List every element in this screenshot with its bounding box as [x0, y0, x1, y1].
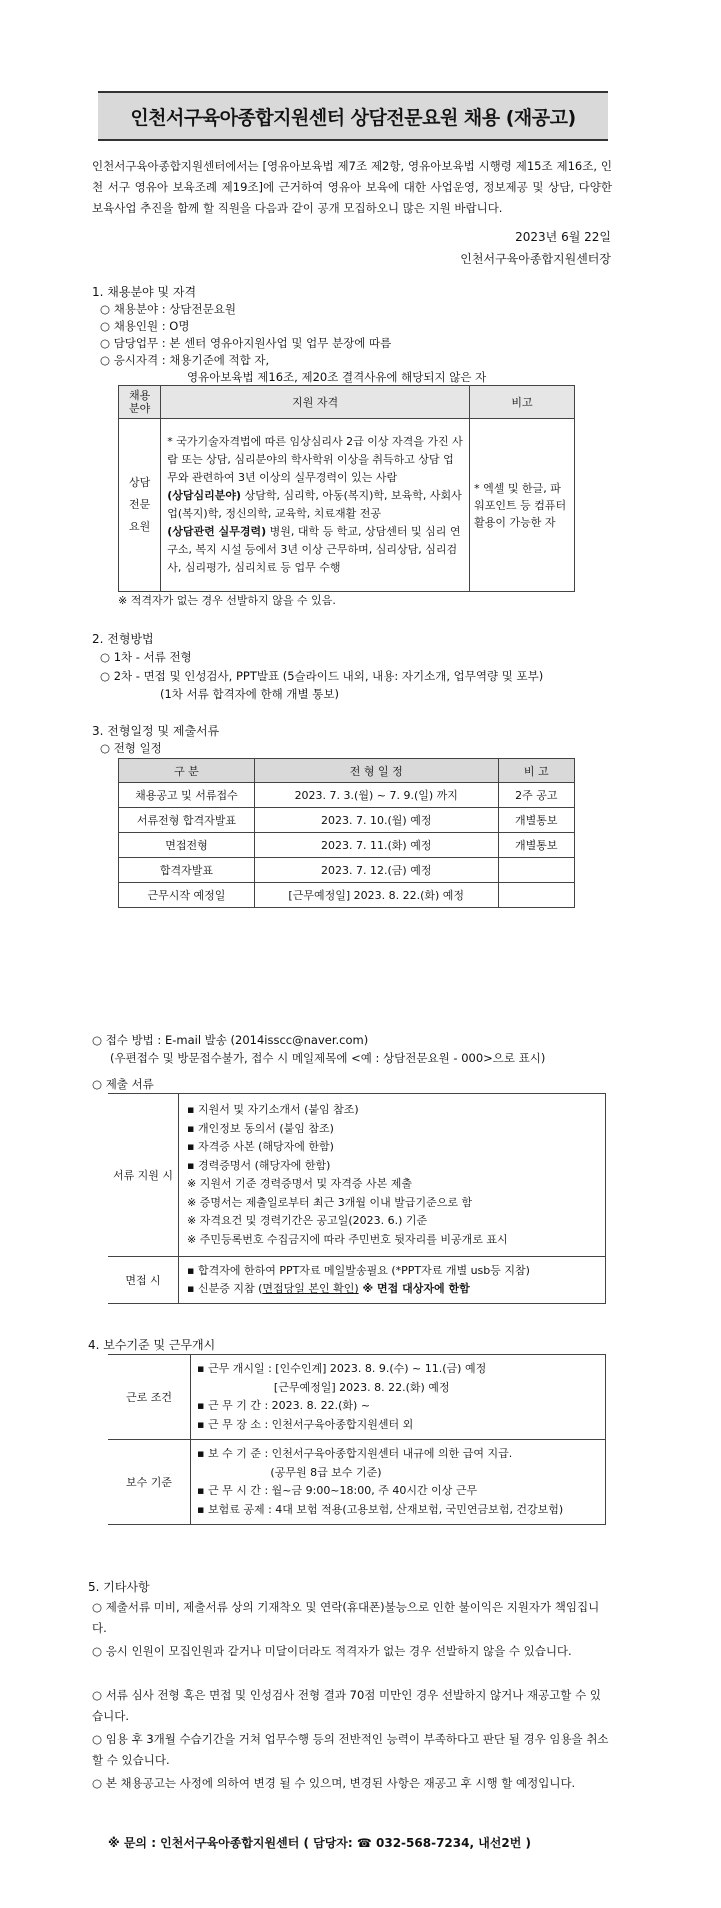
table-row: 채용공고 및 서류접수 2023. 7. 3.(월) ~ 7. 9.(일) 까지 2주 공고 — [119, 783, 575, 808]
col-field: 채용 분야 — [119, 386, 161, 419]
list-item: ▪ 근 무 장 소 : 인천서구육아종합지원센터 외 — [197, 1417, 414, 1431]
list-item: ▪ 경력증명서 (해당자에 한함) — [187, 1158, 331, 1172]
interview-cell — [179, 1257, 606, 1304]
docs-list — [187, 1101, 597, 1249]
section1-heading: 1. 채용분야 및 자격 — [92, 285, 197, 299]
notice-date: 2023년 6월 22일 — [515, 230, 611, 244]
page-title: 인천서구육아종합지원센터 상담전문요원 채용 (재공고) — [130, 106, 576, 129]
list-item: ▪ 근무 개시일 : [인수인계] 2023. 8. 9.(수) ~ 11.(금) 예정 — [197, 1362, 487, 1375]
cond-label: 근로 조건 — [108, 1355, 191, 1440]
stage1: ○ 1차 - 서류 전형 — [100, 650, 192, 664]
list-item: ▪ 근 무 시 간 : 월~금 9:00~18:00, 주 40시간 이상 근무 — [197, 1484, 478, 1497]
cond-list — [197, 1360, 599, 1434]
pay-list — [197, 1445, 599, 1519]
qual-cell — [161, 419, 470, 592]
contact-info: ※ 문의 : 인천서구육아종합지원센터 ( 담당자: ☎ 032-568-7234, 내선2번 ) — [108, 1836, 531, 1850]
schedule-col-type: 구 분 — [119, 759, 255, 783]
misc-item: ○ 임용 후 3개월 수습기간을 거쳐 업무수행 등의 전반적인 능력이 부족하다고 판단 될 경우 임용을 취소할 수 있습니다. — [92, 1732, 609, 1767]
section5-heading: 5. 기타사항 — [88, 1580, 150, 1594]
footnote-no-candidate: ※ 적격자가 없는 경우 선발하지 않을 수 있음. — [118, 594, 336, 607]
schedule-col-date: 전 형 일 정 — [254, 759, 498, 783]
list-item: ※ 자격요건 및 경력기간은 공고일(2023. 6.) 기준 — [187, 1214, 428, 1227]
recruit-qual-2: 영유아보육법 제16조, 제20조 결격사유에 해당되지 않은 자 — [187, 370, 487, 384]
stage2: ○ 2차 - 면접 및 인성검사, PPT발표 (5슬라이드 내외, 내용: 자기소개, 업무역량 및 포부) — [100, 669, 544, 683]
interview-label: 면접 시 — [108, 1257, 179, 1304]
interview-list — [187, 1262, 597, 1299]
qual-major: (상담심리분야) 상담학, 심리학, 아동(복지)학, 보육학, 사회사업(복지)학, 정신의학, 교육학, 치료재활 전공 — [167, 489, 462, 520]
list-item: ▪ 보 수 기 준 : 인천서구육아종합지원센터 내규에 의한 급여 지급. — [197, 1447, 513, 1460]
list-item: ※ 증명서는 제출일로부터 최근 3개월 이내 발급기준으로 함 — [187, 1195, 473, 1209]
recruit-field: ○ 채용분야 : 상담전문요원 — [100, 302, 236, 316]
title-box — [98, 91, 608, 141]
docs-list-cell — [179, 1094, 606, 1257]
recruit-qual-1: ○ 응시자격 : 채용기준에 적합 자, — [100, 353, 270, 367]
list-item: [근무예정일] 2023. 8. 22.(화) 예정 — [197, 1380, 450, 1394]
intro-paragraph: 인천서구육아종합지원센터에서는 [영유아보육법 제7조 제2항, 영유아보육법 시행령 제15조 제16조, 인천 서구 영유아 보육조례 제19조]에 근거하여 영유아 보육에 대한 사업운영, 정보제공 및 상담, 다양한 보육사업 추진을 함께 할 직원을 다음과 같이 공개 모집하오니 많은 지원 바랍니다. — [92, 159, 612, 215]
list-item: ▪ 자격증 사본 (해당자에 한함) — [187, 1140, 334, 1153]
pay-table — [108, 1354, 606, 1525]
schedule-table — [118, 758, 575, 908]
misc-item: ○ 본 채용공고는 사정에 의하여 변경 될 수 있으며, 변경된 사항은 재공고 후 시행 할 예정입니다. — [92, 1776, 576, 1790]
misc-item: ○ 응시 인원이 모집인원과 같거나 미달이더라도 적격자가 없는 경우 선발하지 않을 수 있습니다. — [92, 1644, 572, 1658]
table-row: 면접전형 2023. 7. 11.(화) 예정 개별통보 — [119, 833, 575, 858]
col-note: 비고 — [470, 386, 575, 419]
list-item: ▪ 개인정보 동의서 (붙임 참조) — [187, 1121, 334, 1135]
recruit-duty: ○ 담당업무 : 본 센터 영유아지원사업 및 업무 분장에 따름 — [100, 336, 392, 350]
pay-label: 보수 기준 — [108, 1440, 191, 1525]
note-cell: * 엑셀 및 한글, 파워포인트 등 컴퓨터 활용이 가능한 자 — [470, 419, 575, 592]
section4-heading: 4. 보수기준 및 근무개시 — [88, 1338, 216, 1352]
list-item: ▪ 근 무 기 간 : 2023. 8. 22.(화) ~ — [197, 1399, 371, 1412]
apply-method: ○ 접수 방법 : E-mail 발송 (2014isscc@naver.com) — [92, 1033, 369, 1047]
table-row: 근무시작 예정일 [근무예정일] 2023. 8. 22.(화) 예정 — [119, 883, 575, 908]
notice-issuer: 인천서구육아종합지원센터장 — [460, 252, 611, 266]
list-item: ※ 주민등록번호 수집금지에 따라 주민번호 뒷자리를 비공개로 표시 — [187, 1232, 508, 1246]
stage2-note: (1차 서류 합격자에 한해 개별 통보) — [160, 687, 339, 701]
qualification-table — [118, 385, 575, 592]
field-cell: 상담 전문 요원 — [119, 419, 161, 592]
recruit-count: ○ 채용인원 : O명 — [100, 319, 190, 333]
col-qual: 지원 자격 — [161, 386, 470, 419]
apply-method-note: (우편접수 및 방문접수불가, 접수 시 메일제목에 <예 : 상담전문요원 - 000>으로 표시) — [110, 1051, 546, 1065]
schedule-col-note: 비 고 — [498, 759, 574, 783]
table-row: 서류전형 합격자발표 2023. 7. 10.(월) 예정 개별통보 — [119, 808, 575, 833]
qual-basic: * 국가기술자격법에 따른 임상심리사 2급 이상 자격을 가진 사람 또는 상담, 심리분야의 학사학위 이상을 취득하고 상담 업무와 관련하여 3년 이상의 실무경력이 있는 사람 — [167, 435, 463, 484]
list-item: ※ 지원서 기준 경력증명서 및 자격증 사본 제출 — [187, 1177, 412, 1190]
section3-heading: 3. 전형일정 및 제출서류 — [92, 724, 220, 738]
documents-table — [108, 1093, 606, 1304]
table-row: 합격자발표 2023. 7. 12.(금) 예정 — [119, 858, 575, 883]
pay-cell — [191, 1440, 606, 1525]
list-item: ▪ 지원서 및 자기소개서 (붙임 참조) — [187, 1103, 359, 1116]
cond-cell — [191, 1355, 606, 1440]
list-item: ▪ 신분증 지참 (면접당일 본인 확인) ※ 면접 대상자에 한함 — [187, 1282, 470, 1295]
docs-subheading: ○ 제출 서류 — [92, 1077, 154, 1091]
qual-experience: (상담관련 실무경력) 병원, 대학 등 학교, 상담센터 및 심리 연구소, 복지 시설 등에서 3년 이상 근무하며, 심리상담, 심리검사, 심리평가, 심리치료 등 업무 수행 — [167, 525, 461, 574]
list-item: ▪ 보험료 공제 : 4대 보험 적용(고용보험, 산재보험, 국민연금보험, 건강보험) — [197, 1502, 564, 1516]
misc-item: ○ 제출서류 미비, 제출서류 상의 기재착오 및 연락(휴대폰)불능으로 인한 불이익은 지원자가 책임집니다. — [92, 1600, 600, 1635]
schedule-subheading: ○ 전형 일정 — [100, 741, 162, 755]
list-item: ▪ 합격자에 한하여 PPT자료 메일발송필요 (*PPT자료 개별 usb등 지참) — [187, 1263, 530, 1277]
list-item: (공무원 8급 보수 기준) — [197, 1465, 382, 1479]
misc-item: ○ 서류 심사 전형 혹은 면접 및 인성검사 전형 결과 70점 미만인 경우 선발하지 않거나 재공고할 수 있습니다. — [92, 1688, 601, 1723]
section2-heading: 2. 전형방법 — [92, 632, 154, 646]
docs-label: 서류 지원 시 — [108, 1094, 179, 1257]
